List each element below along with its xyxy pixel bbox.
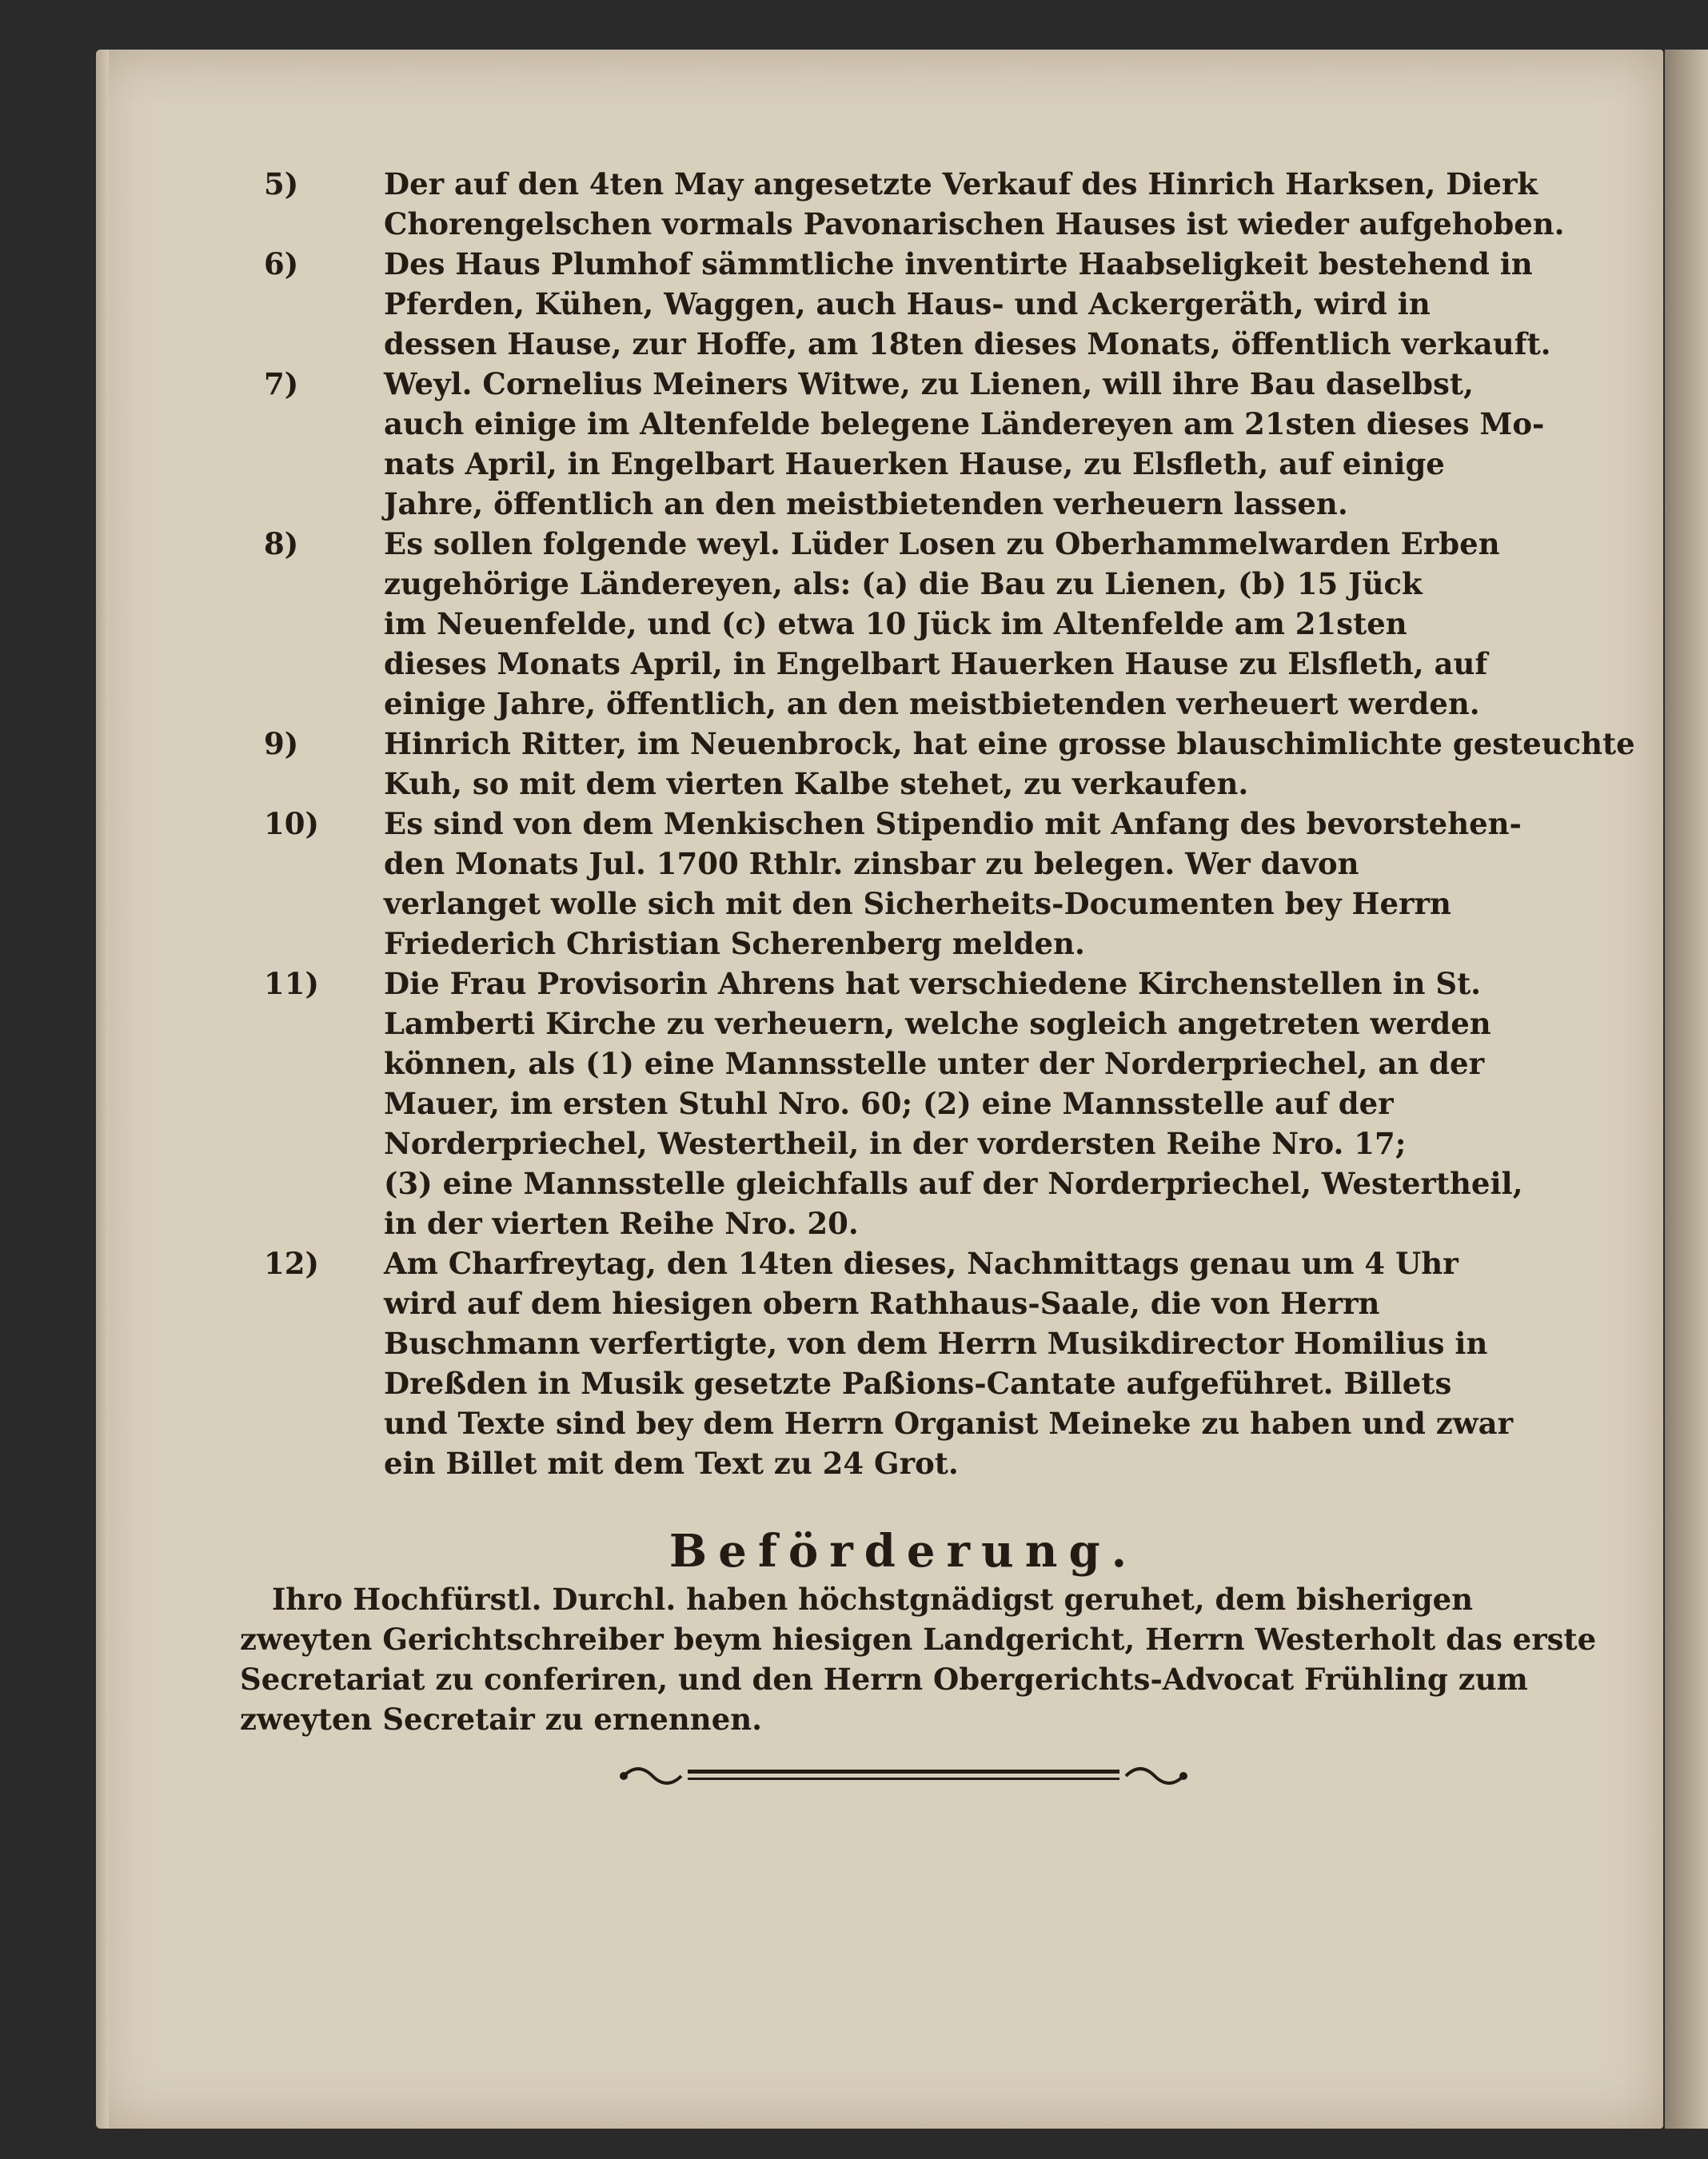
item-line: den Monats Jul. 1700 Rthlr. zinsbar zu belegen. Wer davon bbox=[384, 846, 1359, 881]
item-line: Jahre, öffentlich an den meistbietenden verheuern lassen. bbox=[384, 486, 1348, 521]
notice-item-8 bbox=[240, 524, 1567, 724]
decorative-rule bbox=[240, 1758, 1567, 1794]
notice-item-7 bbox=[240, 364, 1567, 524]
item-line: Chorengelschen vormals Pavonarischen Hauses ist wieder aufgehoben. bbox=[384, 206, 1565, 241]
paragraph-line: Secretariat zu conferiren, und den Herrn Obergerichts-Advocat Frühling zum bbox=[240, 1662, 1528, 1697]
section-paragraph bbox=[240, 1579, 1597, 1739]
item-number: 10) bbox=[264, 806, 319, 841]
item-number: 7) bbox=[264, 366, 299, 401]
section-heading: Beförderung. bbox=[668, 1525, 1139, 1578]
item-line: Norderpriechel, Westertheil, in der vordersten Reihe Nro. 17; bbox=[384, 1126, 1407, 1161]
item-line: Lamberti Kirche zu verheuern, welche sogleich angetreten werden bbox=[384, 1006, 1491, 1041]
item-line: verlanget wolle sich mit den Sicherheits-Documenten bey Herrn bbox=[384, 886, 1451, 921]
item-line: wird auf dem hiesigen obern Rathhaus-Saale, die von Herrn bbox=[384, 1286, 1380, 1321]
item-line: Friederich Christian Scherenberg melden. bbox=[384, 926, 1085, 961]
item-number: 11) bbox=[264, 966, 319, 1001]
item-line: und Texte sind bey dem Herrn Organist Meineke zu haben und zwar bbox=[384, 1406, 1514, 1441]
item-line: Kuh, so mit dem vierten Kalbe stehet, zu verkaufen. bbox=[384, 766, 1249, 801]
item-number: 9) bbox=[264, 726, 299, 761]
item-number: 8) bbox=[264, 526, 299, 561]
notice-item-11 bbox=[240, 964, 1567, 1243]
item-line: Weyl. Cornelius Meiners Witwe, zu Lienen, will ihre Bau daselbst, bbox=[384, 366, 1474, 401]
notice-item-5 bbox=[240, 164, 1567, 244]
item-line: im Neuenfelde, und (c) etwa 10 Jück im Altenfelde am 21sten bbox=[384, 606, 1407, 641]
ornament-icon bbox=[616, 1758, 1191, 1794]
item-line: Es sollen folgende weyl. Lüder Losen zu Oberhammelwarden Erben bbox=[384, 526, 1500, 561]
item-line: Buschmann verfertigte, von dem Herrn Musikdirector Homilius in bbox=[384, 1326, 1488, 1361]
item-line: Dreßden in Musik gesetzte Paßions-Cantate aufgeführet. Billets bbox=[384, 1366, 1452, 1401]
item-line: Mauer, im ersten Stuhl Nro. 60; (2) eine Mannsstelle auf der bbox=[384, 1086, 1394, 1121]
item-line: Des Haus Plumhof sämmtliche inventirte Haabseligkeit bestehend in bbox=[384, 246, 1533, 281]
adjacent-page-edge bbox=[1665, 50, 1708, 2129]
item-line: Es sind von dem Menkischen Stipendio mit Anfang des bevorstehen- bbox=[384, 806, 1522, 841]
item-line: einige Jahre, öffentlich, an den meistbietenden verheuert werden. bbox=[384, 686, 1480, 721]
paragraph-line: Ihro Hochfürstl. Durchl. haben höchstgnädigst geruhet, dem bisherigen bbox=[272, 1582, 1474, 1617]
notice-item-6 bbox=[240, 244, 1567, 364]
item-line: nats April, in Engelbart Hauerken Hause, zu Elsfleth, auf einige bbox=[384, 446, 1445, 481]
item-line: Pferden, Kühen, Waggen, auch Haus- und Ackergeräth, wird in bbox=[384, 286, 1431, 321]
item-line: dieses Monats April, in Engelbart Hauerken Hause zu Elsfleth, auf bbox=[384, 646, 1488, 681]
item-number: 5) bbox=[264, 166, 299, 202]
item-line: können, als (1) eine Mannsstelle unter der Norderpriechel, an der bbox=[384, 1046, 1485, 1081]
item-line: zugehörige Ländereyen, als: (a) die Bau zu Lienen, (b) 15 Jück bbox=[384, 566, 1423, 601]
item-number: 6) bbox=[264, 246, 299, 281]
paragraph-line: zweyten Gerichtschreiber beym hiesigen Landgericht, Herrn Westerholt das erste bbox=[240, 1622, 1597, 1657]
notice-item-12 bbox=[240, 1243, 1567, 1483]
page-text bbox=[240, 164, 1635, 1794]
item-line: Die Frau Provisorin Ahrens hat verschiedene Kirchenstellen in St. bbox=[384, 966, 1482, 1001]
item-line: Der auf den 4ten May angesetzte Verkauf des Hinrich Harksen, Dierk bbox=[384, 166, 1538, 202]
item-line: (3) eine Mannsstelle gleichfalls auf der Norderpriechel, Westertheil, bbox=[384, 1166, 1523, 1201]
notice-item-9 bbox=[240, 724, 1635, 804]
item-line: in der vierten Reihe Nro. 20. bbox=[384, 1206, 859, 1241]
item-line: Hinrich Ritter, im Neuenbrock, hat eine grosse blauschimlichte gesteuchte bbox=[384, 726, 1635, 761]
page-gutter-edge bbox=[96, 50, 109, 2129]
item-line: Am Charfreytag, den 14ten dieses, Nachmittags genau um 4 Uhr bbox=[384, 1246, 1459, 1281]
item-number: 12) bbox=[264, 1246, 319, 1281]
item-line: ein Billet mit dem Text zu 24 Grot. bbox=[384, 1446, 959, 1481]
item-line: auch einige im Altenfelde belegene Ländereyen am 21sten dieses Mo- bbox=[384, 406, 1545, 441]
paragraph-line: zweyten Secretair zu ernennen. bbox=[240, 1702, 763, 1737]
item-line: dessen Hause, zur Hoffe, am 18ten dieses Monats, öffentlich verkauft. bbox=[384, 326, 1551, 361]
notice-item-10 bbox=[240, 804, 1567, 964]
